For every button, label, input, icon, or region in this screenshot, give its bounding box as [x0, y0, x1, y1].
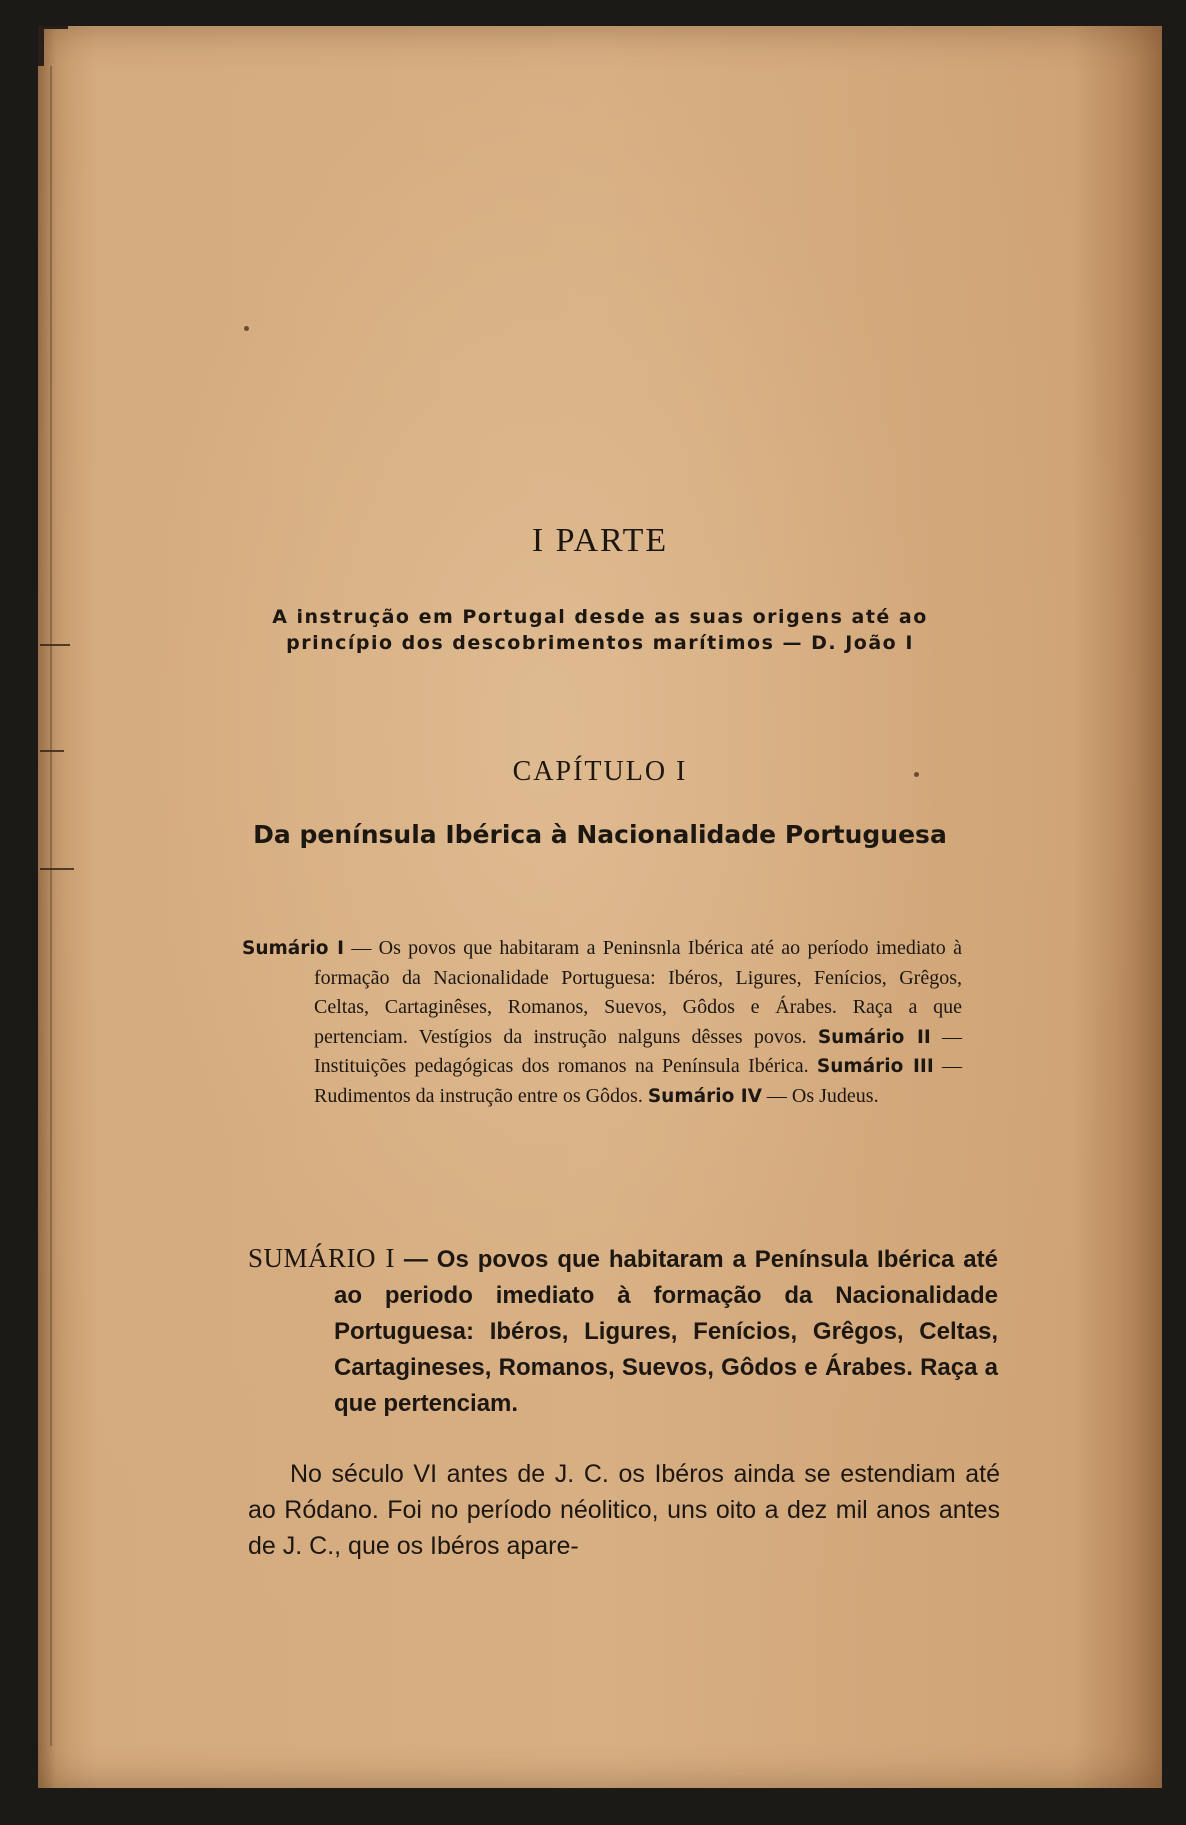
- summary-text: — Os povos que habitaram a Peninsnla Ibérica até ao período imediato à formação da Nacionalidade Portuguesa: Ibéros, Ligures, Fenícios, Grêgos, Celtas, Cartaginêses, Romanos, Suevos, Gôdos e Árabes. Raça a que pertenciam. Vestígios da instrução nalguns dêsses povos.: [314, 937, 962, 1048]
- summary-keyword: Sumário I: [242, 938, 345, 959]
- chapter-summary-paragraph: [242, 934, 962, 1111]
- binding-corner-mark: [38, 26, 68, 66]
- chapter-title: Da península Ibérica à Nacionalidade Portuguesa: [253, 820, 947, 849]
- body-text: [248, 1456, 1000, 1564]
- chapter-label: CAPÍTULO I: [512, 756, 688, 787]
- binding-edge-line: [50, 66, 52, 1746]
- summary-keyword: Sumário III: [816, 1056, 934, 1077]
- section-heading-paragraph: [248, 1240, 998, 1422]
- binding-edge-tick: [40, 644, 70, 646]
- summary-text: — Rudimentos da instrução entre os Gôdos.: [314, 1055, 962, 1107]
- section-lead: SUMÁRIO I: [248, 1243, 395, 1273]
- summary-text: — Instituições pedagógicas dos romanos na Península Ibérica.: [314, 1025, 962, 1077]
- summary-keyword: Sumário IV: [647, 1085, 762, 1107]
- section-heading: [248, 1240, 998, 1422]
- binding-edge-tick: [40, 750, 64, 752]
- paper-speck: [244, 326, 249, 331]
- chapter-summary: [242, 934, 962, 1111]
- binding-edge-tick: [40, 868, 74, 870]
- part-subtitle: A instrução em Portugal desde as suas origens até ao princípio dos descobrimentos marítimos — D. João I: [272, 606, 928, 654]
- summary-text: — Os Judeus.: [761, 1084, 879, 1107]
- part-title: I PARTE: [531, 522, 669, 559]
- summary-keyword: Sumário II: [817, 1026, 931, 1048]
- section-heading-text: — Os povos que habitaram a Península Ibérica até ao periodo imediato à formação da Nacionalidade Portuguesa: Ibéros, Ligures, Fenícios, Grêgos, Celtas, Cartagineses, Romanos, Suevos, Gôdos e Árabes. Raça a que pertenciam.: [334, 1246, 998, 1417]
- body-paragraph: No século VI antes de J. C. os Ibéros ainda se estendiam até ao Ródano. Foi no período néolitico, uns oito a dez mil anos antes de J. C., que os Ibéros apare-: [248, 1460, 1000, 1560]
- book-page: [38, 26, 1162, 1788]
